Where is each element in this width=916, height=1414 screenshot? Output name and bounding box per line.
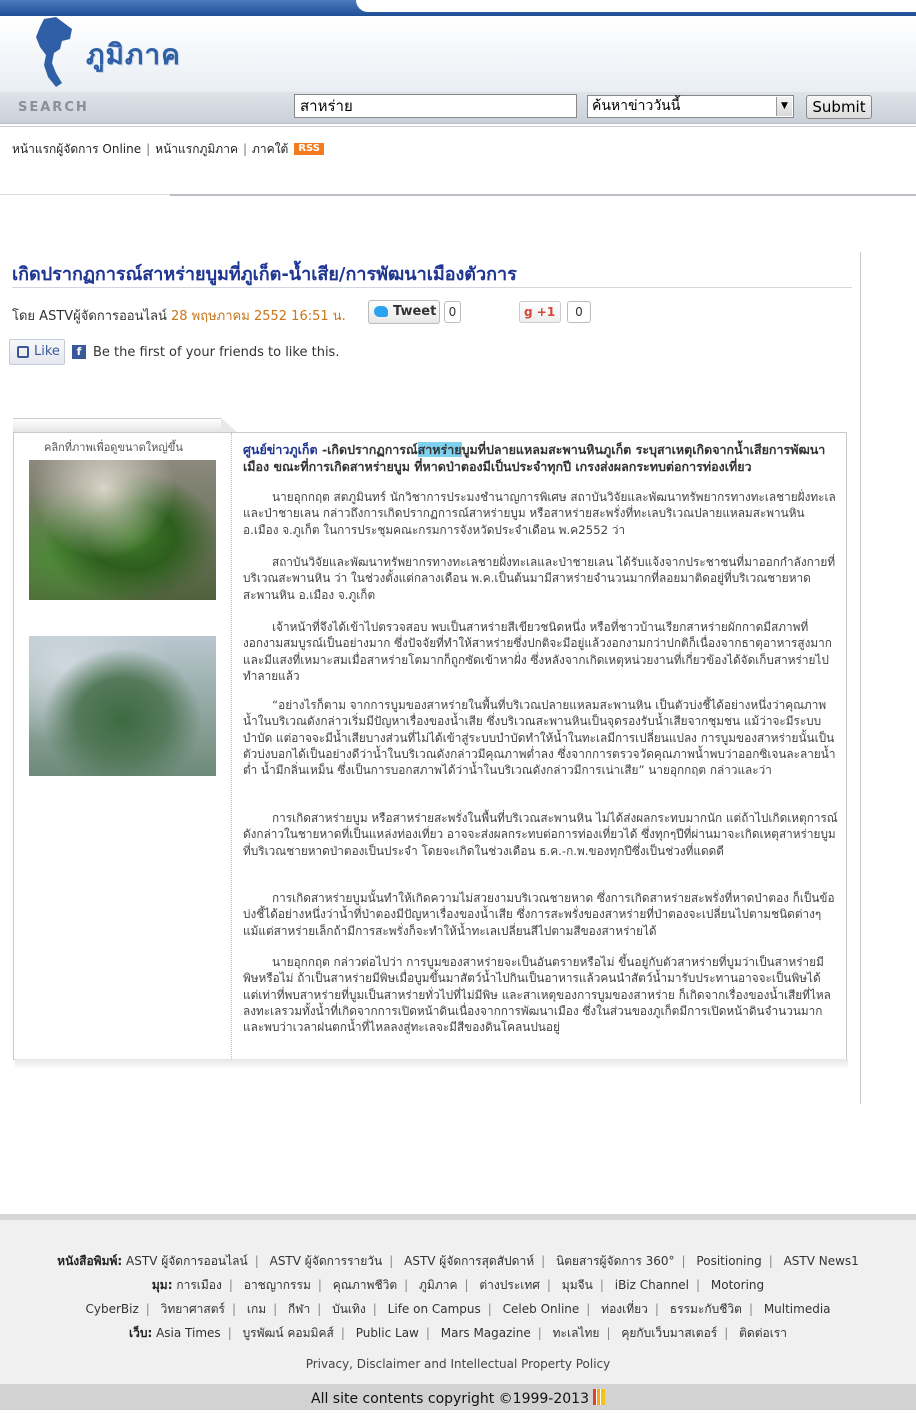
- breadcrumb: หน้าแรกผู้จัดการ Online | หน้าแรกภูมิภาค | ภาคใต้ RSS: [12, 140, 324, 159]
- tweet-button[interactable]: [368, 300, 440, 324]
- footer-link[interactable]: ต่างประเทศ: [479, 1278, 540, 1292]
- article-lead: [243, 441, 837, 475]
- column-divider: [860, 252, 861, 1104]
- top-bar: [0, 0, 916, 16]
- article-tab: [13, 418, 221, 432]
- footer-link[interactable]: การเมือง: [176, 1278, 222, 1292]
- footer-link[interactable]: Mars Magazine: [440, 1326, 531, 1340]
- policy-link[interactable]: Privacy, Disclaimer and Intellectual Property Policy: [305, 1357, 611, 1371]
- twitter-bird-icon: [374, 306, 388, 317]
- box-shadow: [15, 1059, 848, 1069]
- article-paragraph: สถาบันวิจัยและพัฒนาทรัพยากรทางทะเลชายฝั่งทะเลและป่าชายเลน ได้รับแจ้งจากประชาชนที่มาออกกำลังกายที่บริเวณสะพานหิน ว่า ในช่วงตั้งแต่กลางเดือน พ.ค.เป็นต้นมามีสาหร่ายจำนวนมากที่ลอยมาติดอยู่ที่บริเวณชายหาดสะพานหิน อ.เมือง จ.ภูเก็ต: [243, 555, 836, 602]
- footer-link[interactable]: iBiz Channel: [614, 1278, 690, 1292]
- search-label: SEARCH: [18, 100, 89, 115]
- divider: [0, 126, 916, 127]
- footer-link[interactable]: ASTV ผู้จัดการสุดสัปดาห์: [404, 1254, 535, 1268]
- footer-link[interactable]: วิทยาศาสตร์: [160, 1302, 225, 1316]
- nav-link-region-home[interactable]: หน้าแรกภูมิภาค: [155, 142, 238, 156]
- footer-link[interactable]: CyberBiz: [85, 1302, 139, 1316]
- search-scope-select[interactable]: [587, 95, 794, 118]
- copyright-text: All site contents copyright ©1999-2013: [311, 1391, 589, 1407]
- google-plus-button[interactable]: [519, 301, 561, 323]
- footer-link[interactable]: คุยกับเว็บมาสเตอร์: [621, 1326, 718, 1340]
- footer-link[interactable]: Asia Times: [156, 1326, 221, 1340]
- footer-link[interactable]: นิตยสารผู้จัดการ 360°: [555, 1254, 675, 1268]
- footer-link[interactable]: บันเทิง: [332, 1302, 366, 1316]
- footer-label: เว็บ:: [129, 1326, 153, 1340]
- tweet-label: Tweet: [393, 304, 437, 319]
- like-social-text: Be the first of your friends to like this.: [93, 345, 340, 360]
- footer-link[interactable]: เกม: [246, 1302, 267, 1316]
- footer-row-newspapers: หนังสือพิมพ์: ASTV ผู้จัดการออนไลน์ | ASTV ผู้จัดการรายวัน | ASTV ผู้จัดการสุดสัปดาห์ | นิตยสารผู้จัดการ 360° | Positioning | ASTV News1: [57, 1254, 859, 1268]
- nav-link-manager-online[interactable]: หน้าแรกผู้จัดการ Online: [12, 142, 142, 156]
- article-photo-2[interactable]: [29, 636, 216, 776]
- article-title: เกิดปรากฏการณ์สาหร่ายบูมที่ภูเก็ต-น้ำเสีย/การพัฒนาเมืองตัวการ: [12, 264, 517, 285]
- footer-link[interactable]: ทะเลไทย: [552, 1326, 600, 1340]
- footer-row-sections: มุม: การเมือง | อาชญากรรม | คุณภาพชีวิต | ภูมิภาค | ต่างประเทศ | มุมจีน | iBiz Channel | Motoring: [151, 1278, 765, 1292]
- image-hint: คลิกที่ภาพเพื่อดูขนาดใหญ่ขึ้น: [44, 441, 183, 454]
- article-photo-1[interactable]: [29, 460, 216, 600]
- footer-row-web: เว็บ: Asia Times | บูรพัฒน์ คอมมิคส์ | Public Law | Mars Magazine | ทะเลไทย | คุยกับเว็บมาสเตอร์ | ติดต่อเรา: [129, 1326, 787, 1340]
- footer-link[interactable]: Life on Campus: [387, 1302, 481, 1316]
- footer-link[interactable]: บูรพัฒน์ คอมมิคส์: [242, 1326, 334, 1340]
- footer-link[interactable]: ติดต่อเรา: [739, 1326, 787, 1340]
- gplus-count: 0: [567, 301, 591, 323]
- divider: [12, 287, 852, 288]
- footer-link[interactable]: คุณภาพชีวิต: [332, 1278, 398, 1292]
- tweet-count: 0: [444, 301, 461, 323]
- thailand-map-logo[interactable]: [34, 17, 78, 89]
- lead-text-pre: -เกิดปรากฏการณ์: [317, 442, 418, 457]
- search-bar: [0, 92, 916, 124]
- footer-link[interactable]: อาชญากรรม: [243, 1278, 311, 1292]
- copyright-bar: [0, 1384, 916, 1410]
- footer-link[interactable]: ASTV ผู้จัดการรายวัน: [269, 1254, 383, 1268]
- google-plus-icon: g: [524, 305, 533, 319]
- footer-link[interactable]: ท่องเที่ยว: [601, 1302, 648, 1316]
- footer-label: มุม:: [151, 1278, 173, 1292]
- article-date: 28 พฤษภาคม 2552 16:51 น.: [171, 309, 346, 324]
- site-logo-text[interactable]: ภูมิภาค: [86, 38, 181, 71]
- article-byline: โดย ASTVผู้จัดการออนไลน์: [12, 309, 167, 324]
- footer-link[interactable]: Multimedia: [763, 1302, 831, 1316]
- facebook-icon: f: [72, 345, 86, 359]
- search-input[interactable]: สาหร่าย: [294, 94, 577, 118]
- facebook-like-button[interactable]: [9, 339, 65, 365]
- lead-text-post: บูมที่ปลายแหลมสะพานหินภูเก็ต ระบุสาเหตุเกิดจากน้ำเสียการพัฒนาเมือง ขณะที่การเกิดสาหร่ายบูม ที่หาดป่าตองมีเป็นประจำทุกปี เกรงส่งผลกระทบต่อการท่องเที่ยว: [243, 442, 826, 474]
- article-paragraph: การเกิดสาหร่ายบูมนั้นทำให้เกิดความไม่สวยงามบริเวณชายหาด ซึ่งการเกิดสาหร่ายสะพรั่งที่หาดป่าตอง ก็เป็นข้อบ่งชี้ได้อย่างหนึ่งว่าน้ำที่ป่าตองมีปัญหาเรื่องของน้ำเสีย ซึ่งการสะพรั่งของสาหร่ายที่ป่าตองจะเปลี่ยนไปตามชนิดต่างๆ แม้แต่สาหร่ายเล็กถ้ามีการสะพรั่งก็จะทำให้น้ำทะเลเปลี่ยนสีไปตามสีของสาหร่ายได้: [243, 891, 835, 938]
- article-paragraph: “อย่างไรก็ตาม จากการบูมของสาหร่ายในพื้นที่บริเวณปลายแหลมสะพานหิน เป็นตัวบ่งชี้ได้อย่างหนึ่งว่าคุณภาพน้ำในบริเวณดังกล่าวเริ่มมีปัญหาเรื่องของน้ำเสีย ซึ่งบริเวณสะพานหินเป็นจุดรองรับน้ำเสียจากชุมชน แม้ว่าจะมีระบบบำบัด แต่อาจจะมีน้ำเสียบางส่วนที่ไม่ได้เข้าสู่ระบบบำบัดทำให้น้ำในทะเลมีการเปลี่ยนแปลง การบูมของสาหร่ายนั้นเป็นตัวบ่งบอกได้เป็นอย่างดีว่าน้ำในบริเวณดังกล่าวมีคุณภาพต่ำลง ซึ่งจากการตรวจวัดคุณภาพน้ำพบว่าออกซิเจนละลายน้ำต่ำ น้ำมีกลิ่นเหม็น ซึ่งเป็นการบอกสภาพได้ว่าน้ำในบริเวณดังกล่าวมีการเน่าเสีย” นายอุกกฤต กล่าวและว่า: [243, 698, 836, 778]
- footer-link[interactable]: Positioning: [696, 1254, 762, 1268]
- footer-link[interactable]: Celeb Online: [502, 1302, 580, 1316]
- article-paragraph: การเกิดสาหร่ายบูม หรือสาหร่ายสะพรั่งในพื้นที่บริเวณสะพานหิน ไม่ได้ส่งผลกระทบมากนัก แต่ถ้าไปเกิดเหตุการณ์ดังกล่าวในชายหาดที่เป็นแหล่งท่องเที่ยว อาจจะส่งผลกระทบต่อการท่องเที่ยวได้ ซึ่งทุกๆปีที่ผ่านมาจะเกิดเหตุสาหร่ายบูม ที่บริเวณชายหาดป่าตองเป็นประจำ โดยจะเกิดในช่วงเดือน ธ.ค.-ก.พ.ของทุกปีซึ่งเป็นช่วงที่แดดดี: [243, 811, 838, 858]
- footer-link[interactable]: ธรรมะกับชีวิต: [669, 1302, 742, 1316]
- search-scope-value: ค้นหาข่าววันนี้: [592, 98, 681, 114]
- dropdown-arrow-icon[interactable]: ▼: [776, 97, 792, 116]
- lead-highlight: สาหร่าย: [417, 442, 462, 457]
- gplus-label: +1: [536, 305, 556, 319]
- nav-link-south[interactable]: ภาคใต้: [252, 142, 289, 156]
- footer-link[interactable]: Public Law: [355, 1326, 419, 1340]
- manager-logo-icon: [593, 1389, 605, 1405]
- footer-link[interactable]: ภูมิภาค: [419, 1278, 458, 1292]
- submit-button[interactable]: Submit: [806, 95, 872, 119]
- divider: [170, 194, 916, 196]
- footer-link[interactable]: ASTV ผู้จัดการออนไลน์: [126, 1254, 248, 1268]
- rss-badge[interactable]: RSS: [294, 143, 324, 155]
- footer-row-sections-2: CyberBiz | วิทยาศาสตร์ | เกม | กีฬา | บันเทิง | Life on Campus | Celeb Online | ท่องเที่ยว | ธรรมะกับชีวิต | Multimedia: [85, 1302, 831, 1316]
- footer-label: หนังสือพิมพ์:: [57, 1254, 123, 1268]
- footer-link[interactable]: กีฬา: [288, 1302, 311, 1316]
- divider: [0, 194, 170, 195]
- footer-link[interactable]: ASTV News1: [783, 1254, 859, 1268]
- like-label: Like: [34, 344, 60, 359]
- site-header: [0, 16, 916, 92]
- footer-link[interactable]: Motoring: [710, 1278, 765, 1292]
- thumbs-up-icon: [17, 346, 29, 358]
- footer-link[interactable]: มุมจีน: [561, 1278, 593, 1292]
- article-paragraph: นายอุกกฤต กล่าวต่อไปว่า การบูมของสาหร่ายจะเป็นอันตรายหรือไม่ ขึ้นอยู่กับตัวสาหร่ายที่บูมว่าเป็นสาหร่ายมีพิษหรือไม่ ถ้าเป็นสาหร่ายมีพิษเมื่อบูมขึ้นมาสัตว์น้ำไปกินเป็นอาหารแล้วคนนำสัตว์น้ำมารับประทานอาจจะเป็นพิษได้ แต่เท่าที่พบสาหร่ายที่บูมเป็นสาหร่ายทั่วไปที่ไม่มีพิษ และสาเหตุของการบูมของสาหร่าย ก็เกิดจากเรื่องของน้ำเสียที่ไหลลงทะเลรวมทั้งน้ำที่เกิดจากการเปิดหน้าดินเนื่องจากการพัฒนาเมือง ซึ่งในส่วนของภูเก็ตมีการเปิดหน้าดินจำนวนมาก และพบว่าเวลาฝนตกน้ำที่ไหลลงสู่ทะเลจะมีสีของดินโคลนปนอยู่: [243, 955, 831, 1035]
- lead-source: ศูนย์ข่าวภูเก็ต: [243, 442, 318, 457]
- article-paragraph: นายอุกกฤต สตภูมินทร์ นักวิชาการประมงชำนาญการพิเศษ สถาบันวิจัยและพัฒนาทรัพยากรทางทะเลชายฝั่งทะเลและป่าชายเลน กล่าวถึงการเกิดปรากฏการณ์สาหร่ายบูม หรือสาหร่ายสะพรั่งที่ทะเลบริเวณปลายแหลมสะพานหิน อ.เมือง จ.ภูเก็ต ในการประชุมคณะกรมการจังหวัดประจำเดือน พ.ค2552 ว่า: [243, 490, 836, 537]
- article-paragraph: เจ้าหน้าที่จึงได้เข้าไปตรวจสอบ พบเป็นสาหร่ายสีเขียวชนิดหนึ่ง หรือที่ชาวบ้านเรียกสาหร่ายผักกาดมีสภาพที่งอกงามสมบูรณ์เป็นอย่างมาก ซึ่งปัจจัยที่ทำให้สาหร่ายซึ่งปกติจะมีอยู่แล้วงอกงามกว่าปกติก็เนื่องจากธาตุอาหารสูงมาก และมีแสงที่เหมาะสมเมื่อสาหร่ายโตมากก็ถูกซัดเข้าหาฝั่ง ซึ่งหลังจากเกิดเหตุหน่วยงานที่เกี่ยวข้องได้จัดเก็บสาหร่ายไปทำลายแล้ว: [243, 620, 832, 683]
